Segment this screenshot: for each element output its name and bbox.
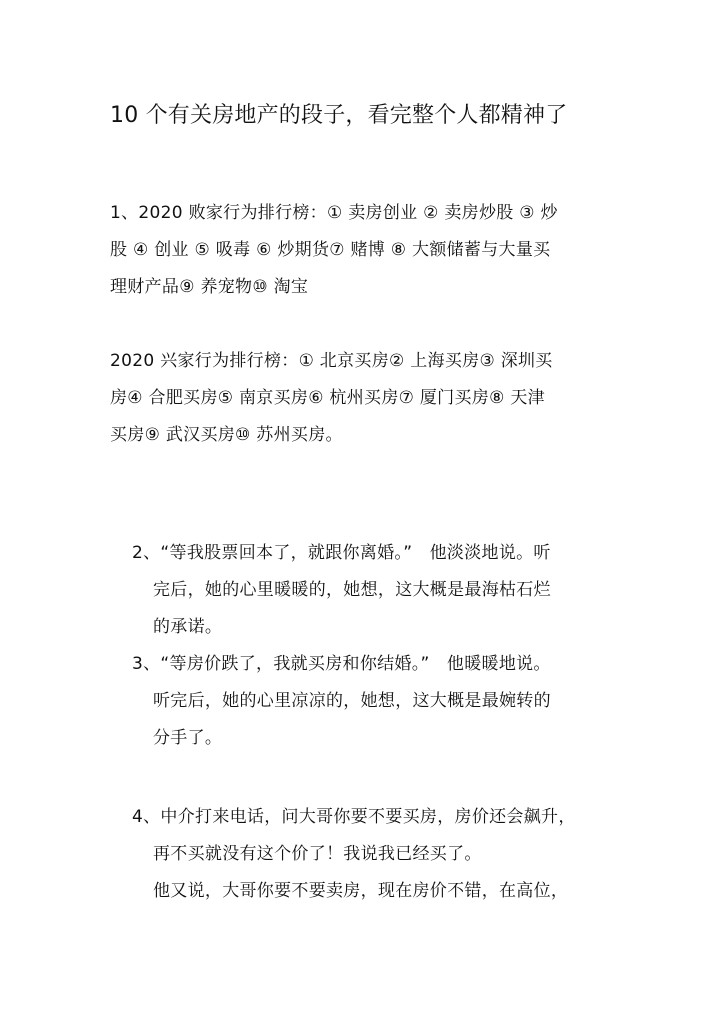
paragraph-line: 2、“等我股票回本了，就跟你离婚。” 他淡淡地说。听 — [132, 543, 551, 563]
paragraph-line: 1、2020 败家行为排行榜：① 卖房创业 ② 卖房炒股 ③ 炒 — [110, 203, 558, 223]
paragraph-line: 股 ④ 创业 ⑤ 吸毒 ⑥ 炒期货⑦ 赌博 ⑧ 大额储蓄与大量买 — [110, 240, 551, 260]
paragraph-line: 买房⑨ 武汉买房⑩ 苏州买房。 — [110, 425, 343, 445]
paragraph-line: 分手了。 — [153, 728, 223, 748]
paragraph-line: 的承诺。 — [153, 617, 223, 637]
paragraph-line: 房④ 合肥买房⑤ 南京买房⑥ 杭州买房⑦ 厦门买房⑧ 天津 — [110, 388, 545, 408]
section-2-paragraph — [110, 343, 630, 454]
article-title: 10 个有关房地产的段子，看完整个人都精神了 — [110, 103, 568, 128]
paragraph-line: 2020 兴家行为排行榜：① 北京买房② 上海买房③ 深圳买 — [110, 351, 553, 371]
paragraph-line: 4、中介打来电话，问大哥你要不要买房，房价还会飙升， — [132, 807, 576, 827]
paragraph-line: 听完后，她的心里凉凉的，她想，这大概是最婉转的 — [153, 691, 551, 711]
joke-3-paragraph — [132, 646, 642, 757]
section-1-paragraph — [110, 195, 630, 306]
joke-2-paragraph — [132, 535, 642, 646]
paragraph-line: 再不买就没有这个价了！我说我已经买了。 — [153, 844, 482, 864]
paragraph-line: 完后，她的心里暖暖的，她想，这大概是最海枯石烂 — [153, 580, 551, 600]
paragraph-line: 理财产品⑨ 养宠物⑩ 淘宝 — [110, 277, 309, 297]
paragraph-line: 3、“等房价跌了，我就买房和你结婚。” 他暖暖地说。 — [132, 654, 551, 674]
joke-4-paragraph — [132, 799, 642, 910]
paragraph-line: 他又说，大哥你要不要卖房，现在房价不错，在高位， — [153, 881, 569, 901]
